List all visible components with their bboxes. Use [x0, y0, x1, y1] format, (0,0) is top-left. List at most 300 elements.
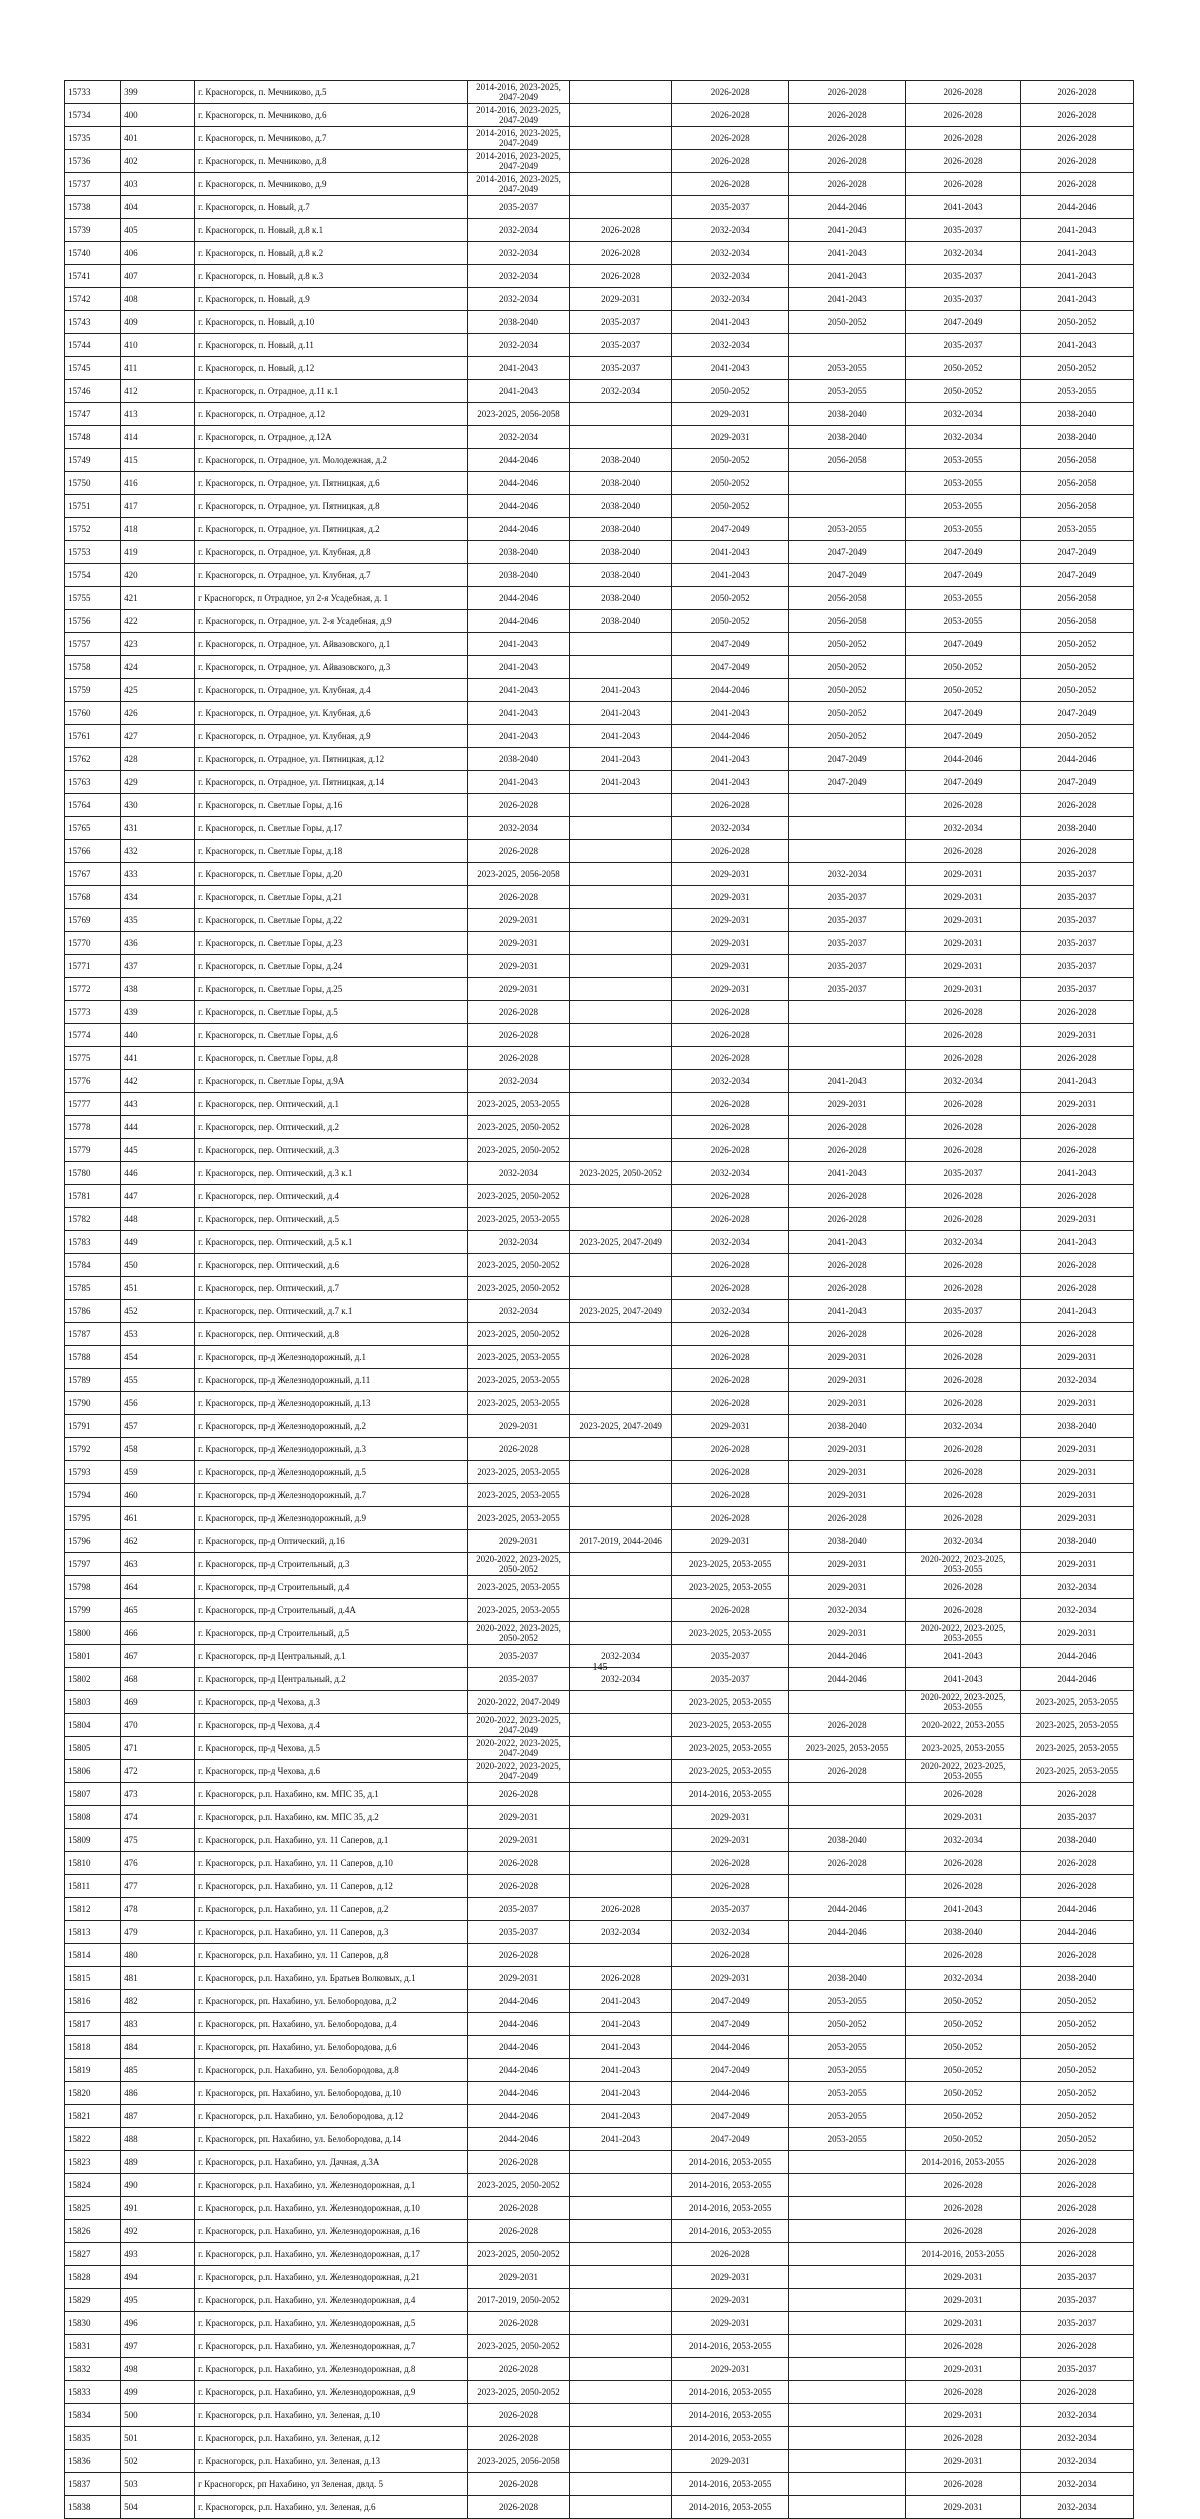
table-row [65, 242, 1134, 265]
period-2-cell [569, 817, 672, 840]
registry-number: 15824 [65, 2174, 121, 2197]
period-2-cell [569, 932, 672, 955]
period-3-cell: 2026-2028 [672, 840, 788, 863]
period-1-cell: 2041-2043 [468, 679, 570, 702]
period-6-cell: 2026-2028 [1020, 1116, 1133, 1139]
period-2-cell [569, 2404, 672, 2427]
period-6-cell: 2026-2028 [1020, 1185, 1133, 1208]
period-3-cell: 2014-2016, 2053-2055 [672, 2427, 788, 2450]
period-2-cell: 2032-2034 [569, 1668, 672, 1691]
period-5-cell: 2044-2046 [906, 748, 1020, 771]
period-4-cell: 2026-2028 [788, 1185, 905, 1208]
table-row [65, 932, 1134, 955]
period-4-cell: 2026-2028 [788, 1208, 905, 1231]
address-cell: г. Красногорск, п. Новый, д.12 [195, 357, 468, 380]
period-5-cell: 2050-2052 [906, 679, 1020, 702]
period-4-cell: 2026-2028 [788, 1852, 905, 1875]
period-5-cell: 2047-2049 [906, 702, 1020, 725]
period-1-cell: 2044-2046 [468, 2105, 570, 2128]
period-6-cell: 2026-2028 [1020, 840, 1133, 863]
registry-number: 15766 [65, 840, 121, 863]
row-number: 417 [121, 495, 195, 518]
period-3-cell: 2026-2028 [672, 1875, 788, 1898]
period-6-cell: 2023-2025, 2053-2055 [1020, 1737, 1133, 1760]
period-4-cell [788, 2381, 905, 2404]
period-1-cell: 2017-2019, 2050-2052 [468, 2289, 570, 2312]
row-number: 462 [121, 1530, 195, 1553]
table-row [65, 2266, 1134, 2289]
period-1-cell: 2014-2016, 2023-2025, 2047-2049 [468, 127, 570, 150]
period-3-cell: 2014-2016, 2053-2055 [672, 2151, 788, 2174]
period-2-cell: 2023-2025, 2050-2052 [569, 1162, 672, 1185]
period-2-cell [569, 2427, 672, 2450]
table-row [65, 1622, 1134, 1645]
table-row [65, 127, 1134, 150]
row-number: 489 [121, 2151, 195, 2174]
row-number: 469 [121, 1691, 195, 1714]
period-5-cell: 2053-2055 [906, 495, 1020, 518]
period-1-cell: 2032-2034 [468, 219, 570, 242]
period-4-cell: 2050-2052 [788, 633, 905, 656]
period-5-cell: 2032-2034 [906, 426, 1020, 449]
period-1-cell: 2014-2016, 2023-2025, 2047-2049 [468, 173, 570, 196]
period-4-cell [788, 1691, 905, 1714]
period-4-cell: 2029-2031 [788, 1553, 905, 1576]
period-4-cell: 2035-2037 [788, 909, 905, 932]
address-cell: г. Красногорск, п. Новый, д.8 к.3 [195, 265, 468, 288]
address-cell: г. Красногорск, р.п. Нахабино, ул. Железнодорожная, д.17 [195, 2243, 468, 2266]
period-1-cell: 2026-2028 [468, 1001, 570, 1024]
period-6-cell: 2035-2037 [1020, 886, 1133, 909]
period-2-cell: 2026-2028 [569, 242, 672, 265]
period-1-cell: 2023-2025, 2056-2058 [468, 863, 570, 886]
registry-number: 15795 [65, 1507, 121, 1530]
registry-number: 15762 [65, 748, 121, 771]
table-row [65, 1346, 1134, 1369]
table-row [65, 2151, 1134, 2174]
address-cell: г. Красногорск, п. Отрадное, ул. Айвазовского, д.3 [195, 656, 468, 679]
registry-number: 15768 [65, 886, 121, 909]
period-2-cell [569, 863, 672, 886]
period-4-cell: 2029-2031 [788, 1461, 905, 1484]
period-1-cell: 2029-2031 [468, 1530, 570, 1553]
row-number: 450 [121, 1254, 195, 1277]
period-3-cell: 2026-2028 [672, 1208, 788, 1231]
period-5-cell: 2026-2028 [906, 1323, 1020, 1346]
registry-number: 15823 [65, 2151, 121, 2174]
period-1-cell: 2035-2037 [468, 1645, 570, 1668]
period-1-cell: 2023-2025, 2050-2052 [468, 1277, 570, 1300]
row-number: 408 [121, 288, 195, 311]
period-1-cell: 2023-2025, 2053-2055 [468, 1346, 570, 1369]
period-1-cell: 2038-2040 [468, 541, 570, 564]
row-number: 416 [121, 472, 195, 495]
period-5-cell: 2026-2028 [906, 127, 1020, 150]
period-2-cell [569, 426, 672, 449]
period-3-cell: 2041-2043 [672, 357, 788, 380]
period-2-cell [569, 81, 672, 104]
registry-number: 15760 [65, 702, 121, 725]
address-cell: г. Красногорск, п. Отрадное, ул. Пятницкая, д.2 [195, 518, 468, 541]
period-3-cell: 2032-2034 [672, 334, 788, 357]
table-row [65, 380, 1134, 403]
period-5-cell: 2026-2028 [906, 1001, 1020, 1024]
period-1-cell: 2026-2028 [468, 2220, 570, 2243]
period-1-cell: 2023-2025, 2053-2055 [468, 1599, 570, 1622]
period-4-cell: 2038-2040 [788, 1967, 905, 1990]
table-row [65, 1898, 1134, 1921]
period-3-cell: 2026-2028 [672, 1323, 788, 1346]
period-4-cell: 2041-2043 [788, 288, 905, 311]
period-1-cell: 2044-2046 [468, 2082, 570, 2105]
period-3-cell: 2050-2052 [672, 449, 788, 472]
period-3-cell: 2026-2028 [672, 104, 788, 127]
period-6-cell: 2041-2043 [1020, 334, 1133, 357]
period-3-cell: 2029-2031 [672, 1415, 788, 1438]
period-1-cell: 2026-2028 [468, 2427, 570, 2450]
row-number: 409 [121, 311, 195, 334]
period-5-cell: 2053-2055 [906, 449, 1020, 472]
registry-number: 15755 [65, 587, 121, 610]
address-cell: г. Красногорск, р.п. Нахабино, ул. 11 Саперов, д.12 [195, 1875, 468, 1898]
table-row [65, 1047, 1134, 1070]
period-5-cell: 2026-2028 [906, 2174, 1020, 2197]
row-number: 412 [121, 380, 195, 403]
table-row [65, 656, 1134, 679]
address-cell: г. Красногорск, пр-д Центральный, д.1 [195, 1645, 468, 1668]
period-2-cell: 2023-2025, 2047-2049 [569, 1415, 672, 1438]
period-1-cell: 2023-2025, 2050-2052 [468, 1139, 570, 1162]
table-body [65, 81, 1134, 2519]
period-2-cell: 2035-2037 [569, 311, 672, 334]
period-5-cell: 2032-2034 [906, 1530, 1020, 1553]
row-number: 473 [121, 1783, 195, 1806]
registry-number: 15784 [65, 1254, 121, 1277]
table-row [65, 2174, 1134, 2197]
period-5-cell: 2029-2031 [906, 2266, 1020, 2289]
period-2-cell [569, 150, 672, 173]
period-6-cell: 2026-2028 [1020, 794, 1133, 817]
period-6-cell: 2026-2028 [1020, 2174, 1133, 2197]
period-4-cell [788, 2496, 905, 2519]
address-cell: г. Красногорск, р.п. Нахабино, км. МПС 35, д.2 [195, 1806, 468, 1829]
address-cell: г. Красногорск, п. Светлые Горы, д.24 [195, 955, 468, 978]
period-2-cell: 2041-2043 [569, 748, 672, 771]
period-3-cell: 2026-2028 [672, 173, 788, 196]
period-1-cell: 2041-2043 [468, 357, 570, 380]
address-cell: г. Красногорск, р.п. Нахабино, ул. Железнодорожная, д.16 [195, 2220, 468, 2243]
table-row [65, 1392, 1134, 1415]
period-5-cell: 2041-2043 [906, 1645, 1020, 1668]
table-row [65, 1277, 1134, 1300]
period-5-cell: 2026-2028 [906, 81, 1020, 104]
period-5-cell: 2032-2034 [906, 817, 1020, 840]
period-5-cell: 2053-2055 [906, 587, 1020, 610]
registry-number: 15763 [65, 771, 121, 794]
row-number: 464 [121, 1576, 195, 1599]
address-cell: г. Красногорск, п. Отрадное, ул. 2-я Усадебная, д.9 [195, 610, 468, 633]
period-3-cell: 2047-2049 [672, 2128, 788, 2151]
period-6-cell: 2026-2028 [1020, 173, 1133, 196]
row-number: 402 [121, 150, 195, 173]
row-number: 431 [121, 817, 195, 840]
table-row [65, 1806, 1134, 1829]
row-number: 482 [121, 1990, 195, 2013]
period-5-cell: 2050-2052 [906, 1990, 1020, 2013]
address-cell: г. Красногорск, рп. Нахабино, ул. Белобородова, д.4 [195, 2013, 468, 2036]
period-1-cell: 2020-2022, 2023-2025, 2050-2052 [468, 1553, 570, 1576]
period-6-cell: 2035-2037 [1020, 955, 1133, 978]
period-4-cell: 2041-2043 [788, 242, 905, 265]
table-row [65, 2105, 1134, 2128]
period-4-cell: 2041-2043 [788, 219, 905, 242]
address-cell: г. Красногорск, п. Мечниково, д.9 [195, 173, 468, 196]
table-row [65, 1185, 1134, 1208]
address-cell: г. Красногорск, р.п. Нахабино, ул. Белобородова, д.8 [195, 2059, 468, 2082]
period-1-cell: 2032-2034 [468, 426, 570, 449]
registry-number: 15814 [65, 1944, 121, 1967]
row-number: 458 [121, 1438, 195, 1461]
period-3-cell: 2026-2028 [672, 1185, 788, 1208]
period-2-cell [569, 1806, 672, 1829]
period-5-cell: 2047-2049 [906, 564, 1020, 587]
row-number: 499 [121, 2381, 195, 2404]
table-row [65, 2358, 1134, 2381]
period-4-cell: 2047-2049 [788, 748, 905, 771]
period-1-cell: 2023-2025, 2050-2052 [468, 1185, 570, 1208]
period-4-cell [788, 2335, 905, 2358]
period-1-cell: 2023-2025, 2053-2055 [468, 1507, 570, 1530]
registry-number: 15790 [65, 1392, 121, 1415]
period-3-cell: 2026-2028 [672, 1369, 788, 1392]
period-4-cell: 2053-2055 [788, 2059, 905, 2082]
row-number: 432 [121, 840, 195, 863]
registry-number: 15733 [65, 81, 121, 104]
period-4-cell [788, 2312, 905, 2335]
row-number: 483 [121, 2013, 195, 2036]
period-2-cell [569, 2450, 672, 2473]
period-6-cell: 2035-2037 [1020, 1806, 1133, 1829]
period-6-cell: 2038-2040 [1020, 426, 1133, 449]
period-1-cell: 2044-2046 [468, 472, 570, 495]
period-2-cell [569, 2312, 672, 2335]
period-5-cell: 2041-2043 [906, 1898, 1020, 1921]
table-row [65, 173, 1134, 196]
period-2-cell [569, 1438, 672, 1461]
period-1-cell: 2026-2028 [468, 1024, 570, 1047]
period-3-cell: 2014-2016, 2053-2055 [672, 2197, 788, 2220]
period-2-cell [569, 1829, 672, 1852]
period-3-cell: 2041-2043 [672, 748, 788, 771]
row-number: 455 [121, 1369, 195, 1392]
period-6-cell: 2026-2028 [1020, 1944, 1133, 1967]
table-row [65, 81, 1134, 104]
period-3-cell: 2032-2034 [672, 817, 788, 840]
table-row [65, 1599, 1134, 1622]
period-2-cell [569, 1599, 672, 1622]
period-1-cell: 2026-2028 [468, 2151, 570, 2174]
period-5-cell: 2026-2028 [906, 1277, 1020, 1300]
table-row [65, 1438, 1134, 1461]
table-row [65, 2013, 1134, 2036]
address-cell: г. Красногорск, пер. Оптический, д.5 к.1 [195, 1231, 468, 1254]
period-4-cell [788, 334, 905, 357]
table-row [65, 2289, 1134, 2312]
registry-number: 15808 [65, 1806, 121, 1829]
period-4-cell: 2053-2055 [788, 1990, 905, 2013]
row-number: 429 [121, 771, 195, 794]
period-5-cell: 2029-2031 [906, 2450, 1020, 2473]
registry-number: 15818 [65, 2036, 121, 2059]
period-6-cell: 2026-2028 [1020, 1047, 1133, 1070]
period-4-cell: 2053-2055 [788, 2082, 905, 2105]
row-number: 446 [121, 1162, 195, 1185]
row-number: 418 [121, 518, 195, 541]
period-3-cell: 2029-2031 [672, 2266, 788, 2289]
registry-number: 15793 [65, 1461, 121, 1484]
period-3-cell: 2026-2028 [672, 1484, 788, 1507]
period-5-cell: 2050-2052 [906, 357, 1020, 380]
period-2-cell: 2017-2019, 2044-2046 [569, 1530, 672, 1553]
registry-number: 15761 [65, 725, 121, 748]
address-cell: г. Красногорск, п. Светлые Горы, д.17 [195, 817, 468, 840]
period-3-cell: 2029-2031 [672, 2312, 788, 2335]
period-3-cell: 2032-2034 [672, 288, 788, 311]
period-5-cell: 2047-2049 [906, 541, 1020, 564]
period-6-cell: 2026-2028 [1020, 1323, 1133, 1346]
period-3-cell: 2026-2028 [672, 1438, 788, 1461]
table-row [65, 886, 1134, 909]
period-1-cell: 2032-2034 [468, 288, 570, 311]
table-row [65, 587, 1134, 610]
period-5-cell: 2026-2028 [906, 1139, 1020, 1162]
registry-number: 15827 [65, 2243, 121, 2266]
period-5-cell: 2026-2028 [906, 150, 1020, 173]
table-row [65, 840, 1134, 863]
address-cell: г. Красногорск, п. Отрадное, ул. Клубная, д.6 [195, 702, 468, 725]
registry-number: 15780 [65, 1162, 121, 1185]
table-row [65, 1139, 1134, 1162]
period-2-cell: 2041-2043 [569, 771, 672, 794]
table-row [65, 771, 1134, 794]
period-4-cell: 2026-2028 [788, 1116, 905, 1139]
period-4-cell [788, 1001, 905, 1024]
period-5-cell: 2032-2034 [906, 1829, 1020, 1852]
period-3-cell: 2047-2049 [672, 1990, 788, 2013]
row-number: 467 [121, 1645, 195, 1668]
period-3-cell: 2026-2028 [672, 794, 788, 817]
period-1-cell: 2032-2034 [468, 1070, 570, 1093]
row-number: 423 [121, 633, 195, 656]
period-4-cell: 2041-2043 [788, 1070, 905, 1093]
address-cell: г. Красногорск, п. Отрадное, ул. Пятницкая, д.14 [195, 771, 468, 794]
period-2-cell [569, 1093, 672, 1116]
period-3-cell: 2035-2037 [672, 1645, 788, 1668]
period-2-cell: 2041-2043 [569, 702, 672, 725]
period-3-cell: 2032-2034 [672, 1231, 788, 1254]
address-cell: г. Красногорск, р.п. Нахабино, ул. Зеленая, д.13 [195, 2450, 468, 2473]
table-row [65, 2036, 1134, 2059]
period-3-cell: 2050-2052 [672, 610, 788, 633]
table-row [65, 104, 1134, 127]
period-2-cell: 2026-2028 [569, 265, 672, 288]
table-row [65, 2220, 1134, 2243]
row-number: 403 [121, 173, 195, 196]
period-3-cell: 2026-2028 [672, 1116, 788, 1139]
period-2-cell [569, 1622, 672, 1645]
registry-number: 15754 [65, 564, 121, 587]
period-3-cell: 2014-2016, 2053-2055 [672, 2404, 788, 2427]
period-2-cell [569, 1323, 672, 1346]
period-3-cell: 2047-2049 [672, 633, 788, 656]
period-6-cell: 2056-2058 [1020, 449, 1133, 472]
period-1-cell: 2023-2025, 2053-2055 [468, 1369, 570, 1392]
period-4-cell [788, 2473, 905, 2496]
period-3-cell: 2029-2031 [672, 955, 788, 978]
address-cell: г. Красногорск, пр-д Железнодорожный, д.13 [195, 1392, 468, 1415]
period-6-cell: 2041-2043 [1020, 219, 1133, 242]
period-4-cell: 2026-2028 [788, 104, 905, 127]
row-number: 480 [121, 1944, 195, 1967]
period-5-cell: 2026-2028 [906, 1783, 1020, 1806]
period-2-cell: 2038-2040 [569, 564, 672, 587]
period-2-cell: 2035-2037 [569, 334, 672, 357]
period-2-cell: 2041-2043 [569, 2036, 672, 2059]
address-cell: г. Красногорск, р.п. Нахабино, ул. Зеленая, д.6 [195, 2496, 468, 2519]
period-2-cell [569, 1461, 672, 1484]
table-row [65, 1553, 1134, 1576]
period-4-cell: 2053-2055 [788, 518, 905, 541]
period-4-cell: 2035-2037 [788, 886, 905, 909]
table-row [65, 610, 1134, 633]
table-row [65, 2128, 1134, 2151]
table-row [65, 1461, 1134, 1484]
address-cell: г. Красногорск, п. Новый, д.9 [195, 288, 468, 311]
table-row [65, 633, 1134, 656]
row-number: 475 [121, 1829, 195, 1852]
registry-number: 15828 [65, 2266, 121, 2289]
period-4-cell: 2050-2052 [788, 311, 905, 334]
period-2-cell [569, 173, 672, 196]
period-5-cell: 2029-2031 [906, 932, 1020, 955]
period-3-cell: 2041-2043 [672, 564, 788, 587]
period-5-cell: 2032-2034 [906, 403, 1020, 426]
address-cell: г. Красногорск, пр-д Железнодорожный, д.5 [195, 1461, 468, 1484]
period-1-cell: 2020-2022, 2047-2049 [468, 1691, 570, 1714]
period-3-cell: 2044-2046 [672, 679, 788, 702]
period-4-cell: 2035-2037 [788, 978, 905, 1001]
row-number: 468 [121, 1668, 195, 1691]
period-2-cell [569, 1392, 672, 1415]
row-number: 461 [121, 1507, 195, 1530]
registry-number: 15737 [65, 173, 121, 196]
registry-number: 15738 [65, 196, 121, 219]
table-row [65, 403, 1134, 426]
row-number: 435 [121, 909, 195, 932]
address-cell: г. Красногорск, пер. Оптический, д.3 к.1 [195, 1162, 468, 1185]
period-1-cell: 2020-2022, 2023-2025, 2047-2049 [468, 1714, 570, 1737]
registry-number: 15748 [65, 426, 121, 449]
row-number: 465 [121, 1599, 195, 1622]
period-4-cell: 2029-2031 [788, 1392, 905, 1415]
address-cell: г. Красногорск, р.п. Нахабино, ул. Братьев Волковых, д.1 [195, 1967, 468, 1990]
table-row [65, 1852, 1134, 1875]
registry-number: 15782 [65, 1208, 121, 1231]
period-4-cell: 2041-2043 [788, 1300, 905, 1323]
period-1-cell: 2032-2034 [468, 817, 570, 840]
period-5-cell: 2038-2040 [906, 1921, 1020, 1944]
period-6-cell: 2056-2058 [1020, 610, 1133, 633]
